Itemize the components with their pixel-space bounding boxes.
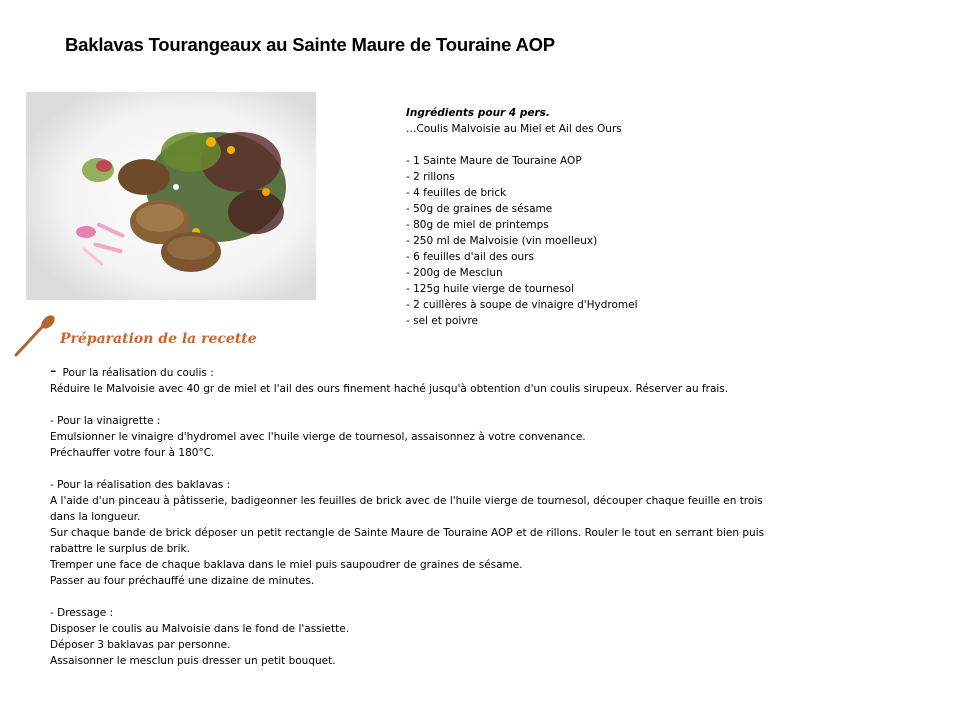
step-dressage [50,605,810,669]
step-line: rabattre le surplus de brik. [50,543,190,555]
step-line: A l'aide d'un pinceau à pâtisserie, badigeonner les feuilles de brick avec de l'huile vierge de tournesol, découper chaque feuille en trois [50,495,763,507]
ingredients-list [406,153,706,329]
ingredient-item: - 6 feuilles d'ail des ours [406,251,534,263]
ingredients-subheading: …Coulis Malvoisie au Miel et Ail des Ours [406,123,622,135]
recipe-title: Baklavas Tourangeaux au Sainte Maure de Touraine AOP [65,34,555,55]
ingredient-item: - 125g huile vierge de tournesol [406,283,575,295]
preparation-heading: Préparation de la recette [60,331,257,347]
step-baklavas [50,477,810,589]
ingredient-item: - 80g de miel de printemps [406,219,549,231]
step-line: Sur chaque bande de brick déposer un petit rectangle de Sainte Maure de Touraine AOP et de rillons. Rouler le tout en serrant bien puis [50,527,765,539]
step-line: Assaisonner le mesclun puis dresser un petit bouquet. [50,655,336,667]
preparation-steps [50,360,810,685]
step-line: Déposer 3 baklavas par personne. [50,639,231,651]
step-line: Disposer le coulis au Malvoisie dans le fond de l'assiette. [50,623,350,635]
step-label: Pour la réalisation du coulis : [62,367,214,379]
step-label: - Dressage : [50,607,114,619]
ingredient-item: - 2 cuillères à soupe de vinaigre d'Hydromel [406,299,638,311]
step-line: Passer au four préchauffé une dizaine de minutes. [50,575,315,587]
ingredient-item: - 1 Sainte Maure de Touraine AOP [406,155,582,167]
step-label: - Pour la réalisation des baklavas : [50,479,231,491]
ingredients-heading: Ingrédients pour 4 pers. [406,107,550,119]
step-line: Tremper une face de chaque baklava dans le miel puis saupoudrer de graines de sésame. [50,559,523,571]
bullet-dash: - [50,360,57,381]
ingredient-item: - 4 feuilles de brick [406,187,507,199]
step-line: Emulsionner le vinaigre d'hydromel avec l'huile vierge de tournesol, assaisonnez à votre convenance. [50,431,586,443]
wooden-spoon-icon [12,315,58,363]
ingredients-panel [406,105,706,329]
ingredient-item: - sel et poivre [406,315,478,327]
step-coulis [50,360,810,397]
step-label: - Pour la vinaigrette : [50,415,161,427]
dish-photo [26,92,316,300]
step-line: dans la longueur. [50,511,141,523]
step-line: Préchauffer votre four à 180°C. [50,447,215,459]
ingredient-item: - 50g de graines de sésame [406,203,553,215]
ingredient-item: - 2 rillons [406,171,455,183]
dish-illustration [26,92,316,300]
step-vinaigrette [50,413,810,461]
ingredient-item: - 200g de Mesclun [406,267,503,279]
ingredient-item: - 250 ml de Malvoisie (vin moelleux) [406,235,598,247]
step-line: Réduire le Malvoisie avec 40 gr de miel et l'ail des ours finement haché jusqu'à obtention d'un coulis sirupeux. Réserver au frais. [50,383,729,395]
